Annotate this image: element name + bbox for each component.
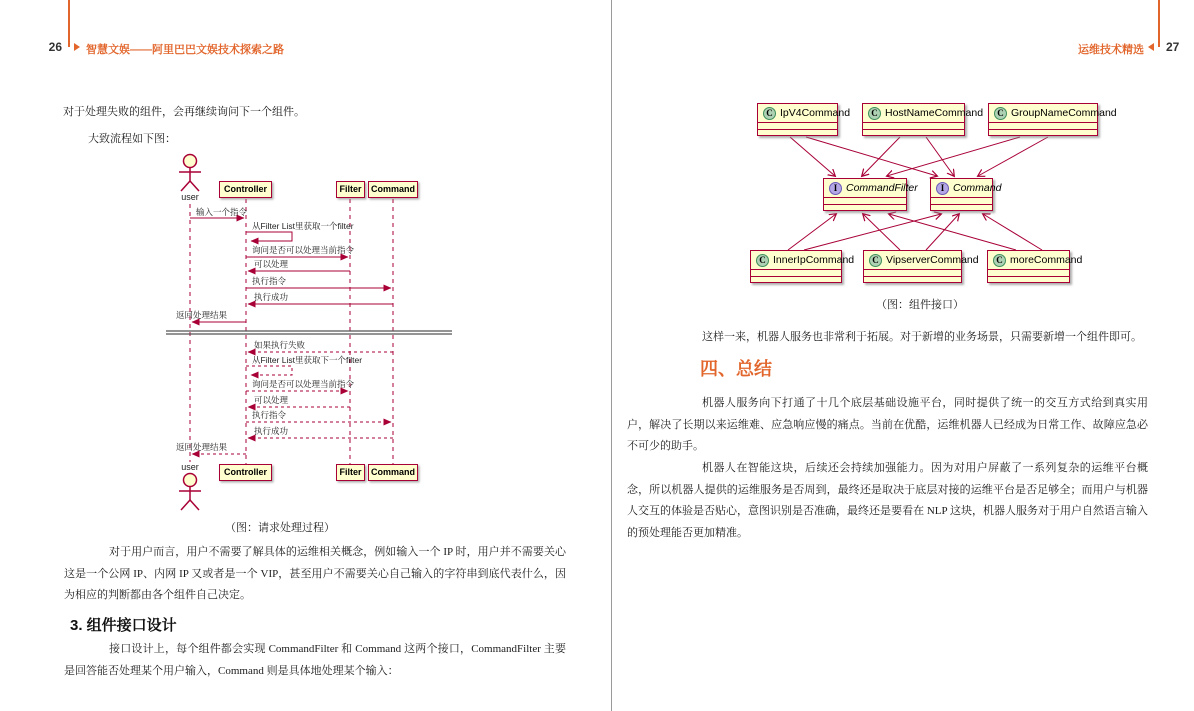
participant-command-top: Command <box>368 181 418 198</box>
figure-caption-right: （图：组件接口） <box>876 299 964 311</box>
seq-msg-b1-6: 返回处理结果 <box>176 310 228 320</box>
seq-msg-b1-2: 询问是否可以处理当前指令 <box>252 245 355 255</box>
seq-msg-b2-4: 执行指令 <box>252 410 287 420</box>
seq-msg-b2-3: 可以处理 <box>254 395 289 405</box>
class-name: InnerIpCommand <box>773 254 855 266</box>
uml-class-ipv4command <box>757 103 851 136</box>
interface-icon: I <box>829 182 842 195</box>
actor-label-bottom: user <box>181 462 199 472</box>
subsection-title: 3. 组件接口设计 <box>70 617 177 634</box>
seq-msg-b2-0: 如果执行失败 <box>254 340 306 350</box>
class-icon: C <box>994 107 1007 120</box>
seq-msg-b2-1: 从Filter List里获取下一个filter <box>252 355 363 365</box>
messages-block2-lines <box>192 352 393 454</box>
uml-class-vipservercommand <box>863 250 979 283</box>
page-number-right: 27 <box>1166 40 1180 54</box>
seq-msg-b2-2: 询问是否可以处理当前指令 <box>252 379 355 389</box>
sequence-diagram-svg <box>80 148 460 514</box>
intro-line-2: 大致流程如下图： <box>88 133 176 145</box>
class-icon: C <box>868 107 881 120</box>
actor-label-top: user <box>181 192 199 202</box>
right-paragraph-2: 机器人服务向下打通了十几个底层基础设施平台，同时提供了统一的交互方式给到真实用户，解决了长期以来运维难、应急响应慢的痛点。当前在优酷，运维机器人已经成为日常工作、故障应急必不可少的助手。 <box>627 397 1148 452</box>
class-icon: C <box>763 107 776 120</box>
header-title-right: 运维技术精选 <box>1078 44 1144 56</box>
seq-msg-b2-5: 执行成功 <box>254 426 289 436</box>
left-paragraph-2: 接口设计上，每个组件都会实现 CommandFilter 和 Command 这两个接口，CommandFilter 主要是回答能否处理某个用户输入，Command 则是具体地处理某个输入： <box>64 643 566 677</box>
class-name: GroupNameCommand <box>1011 107 1117 119</box>
uml-class-inneripcommand <box>750 250 855 283</box>
figure-caption-left: （图：请求处理过程） <box>225 522 335 534</box>
actor-bottom-icon <box>179 474 201 511</box>
participant-filter-top: Filter <box>336 181 365 198</box>
intro-line-1: 对于处理失败的组件，会再继续询问下一个组件。 <box>63 106 305 118</box>
interface-name: Command <box>953 182 1002 194</box>
sequence-diagram <box>80 148 460 514</box>
header-arrow-left-icon <box>1148 43 1154 51</box>
interface-icon: I <box>936 182 949 195</box>
seq-msg-b1-1: 从Filter List里获取一个filter <box>252 221 354 231</box>
uml-class-morecommand <box>987 250 1083 283</box>
messages-block1-lines <box>190 218 393 322</box>
header-rule-right <box>1158 0 1160 47</box>
uml-interface-command <box>930 178 1002 211</box>
seq-msg-b1-0: 输入一个指令 <box>196 207 248 217</box>
page-number-left: 26 <box>48 40 62 54</box>
separator-lines <box>166 331 452 334</box>
actor-top-icon <box>179 155 201 192</box>
class-name: VipserverCommand <box>886 254 979 266</box>
right-paragraph-1: 这样一来，机器人服务也非常利于拓展。对于新增的业务场景，只需要新增一个组件即可。 <box>702 331 1142 343</box>
participant-controller-top: Controller <box>219 181 272 198</box>
class-diagram <box>740 95 1120 300</box>
class-name: moreCommand <box>1010 254 1083 266</box>
participant-command-bottom: Command <box>368 464 418 481</box>
participant-controller-bottom: Controller <box>219 464 272 481</box>
seq-msg-b1-5: 执行成功 <box>254 292 289 302</box>
class-icon: C <box>756 254 769 267</box>
right-paragraph-3: 机器人在智能这块，后续还会持续加强能力。因为对用户屏蔽了一系列复杂的运维平台概念，所以机器人提供的运维服务是否周到，最终还是取决于底层对接的运维平台是否足够全；而用户与机器人交互的体验是否贴心，意图识别是否准确，最终还是要看在 NLP 这块，机器人服务对于用户自然语言输入的预处理能否更加精准。 <box>627 462 1148 539</box>
section-title: 四、总结 <box>700 359 772 379</box>
header-arrow-right-icon <box>74 43 80 51</box>
seq-msg-b1-4: 执行指令 <box>252 276 287 286</box>
participant-filter-bottom: Filter <box>336 464 365 481</box>
seq-msg-b2-6: 返回处理结果 <box>176 442 228 452</box>
page-divider <box>611 0 612 711</box>
uml-class-hostnamecommand <box>862 103 984 136</box>
class-name: IpV4Command <box>780 107 851 119</box>
uml-interface-commandfilter <box>823 178 918 211</box>
header-rule-left <box>68 0 70 47</box>
class-icon: C <box>869 254 882 267</box>
left-paragraph-1: 对于用户而言，用户不需要了解具体的运维相关概念，例如输入一个 IP 时，用户并不需要关心这是一个公网 IP、内网 IP 又或者是一个 VIP，甚至用户不需要关心自己输入的字符串到底代表什么，因为相应的判断都由各个组件自己决定。 <box>64 546 566 601</box>
class-icon: C <box>993 254 1006 267</box>
interface-name: CommandFilter <box>846 182 918 194</box>
seq-msg-b1-3: 可以处理 <box>254 259 289 269</box>
class-name: HostNameCommand <box>885 107 984 119</box>
header-title-left: 智慧文娱——阿里巴巴文娱技术探索之路 <box>86 44 284 56</box>
uml-class-groupnamecommand <box>988 103 1117 136</box>
